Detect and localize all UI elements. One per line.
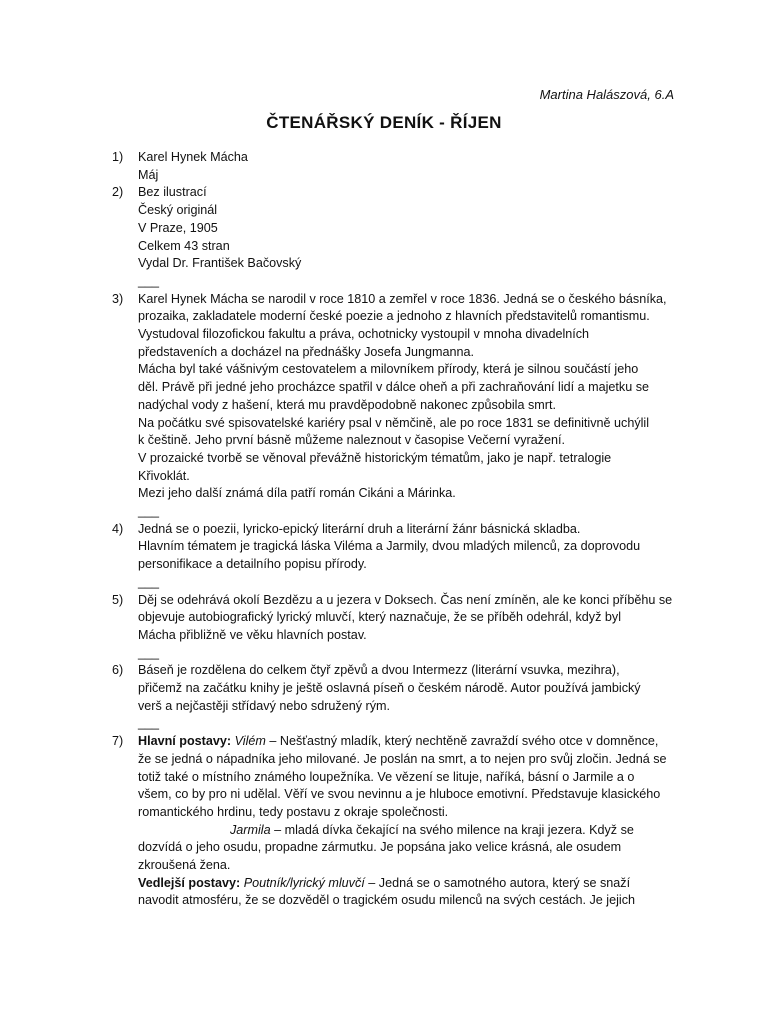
text-line: Křivoklát. <box>138 468 190 483</box>
text-line <box>138 733 678 751</box>
item-number: 1) <box>112 150 124 164</box>
text-line: Vystudoval filozofickou fakultu a práva, ochotnicky vystoupil v mnoha divadelních <box>138 327 590 342</box>
list-item-2 <box>112 184 678 290</box>
list-item-6 <box>112 662 678 733</box>
list-item-3 <box>112 291 678 521</box>
text-line: Mezi jeho další známá díla patří román Cikáni a Márinka. <box>138 486 456 501</box>
text-line: prozaika, zakladatele moderní české poezie a jednoho z hlavních představitelů romantismu. <box>138 309 650 324</box>
separator: ___ <box>138 273 160 288</box>
text-line: navodit atmosféru, že se dozvěděl o tragickém osudu milenců na svých cestách. Je jejich <box>138 893 636 908</box>
item-number: 4) <box>112 521 124 536</box>
separator: ___ <box>138 645 160 660</box>
text-line <box>138 822 678 840</box>
text-line: děl. Právě při jedné jeho procházce spatřil v dálce oheň a při zachraňování lidí a majetku se <box>138 380 650 395</box>
text-line: nadýchal vody z hašení, která mu pravděpodobně nakonec způsobila smrt. <box>138 397 556 412</box>
character-name: Vilém <box>234 734 266 749</box>
text-line: V prozaické tvorbě se věnoval převážně historickým tématům, jako je např. tetralogie <box>138 450 612 465</box>
item-number: 6) <box>112 663 124 678</box>
text-line: Karel Hynek Mácha se narodil v roce 1810 a zemřel v roce 1836. Jedná se o českého básníka, <box>138 291 667 306</box>
character-name: Poutník/lyrický mluvčí <box>243 875 365 890</box>
text-line: že se jedná o nápadníka jeho milované. Je poslán na smrt, a to nejen pro svůj zločin. Jedná se <box>138 751 667 766</box>
list-item-5 <box>112 592 678 663</box>
author-line: Martina Halászová, 6.A <box>539 87 674 102</box>
character-name: Jarmila <box>230 822 271 837</box>
text-line: zkroušená žena. <box>138 858 231 873</box>
text-line: Mácha byl také vášnivým cestovatelem a milovníkem přírody, která je silnou součástí jeho <box>138 362 639 377</box>
text-line: personifikace a detailního popisu přírody. <box>138 557 367 572</box>
text-line: Máj <box>138 167 159 182</box>
separator: ___ <box>138 716 160 731</box>
text-line: přičemž na začátku knihy je ještě oslavná píseň o českém národě. Autor používá jambický <box>138 681 641 696</box>
text-line: dozvídá o jeho osudu, propadne zármutku. Je popsána jako velice krásná, ale osudem <box>138 840 622 855</box>
text-line: Bez ilustrací <box>138 185 207 200</box>
text-line: V Praze, 1905 <box>138 220 218 235</box>
item-number: 2) <box>112 185 124 200</box>
character-description: – mladá dívka čekající na svého milence na kraji jezera. Když se <box>270 822 634 837</box>
numbered-list <box>112 149 678 910</box>
list-item-4 <box>112 521 678 592</box>
text-line: Děj se odehrává okolí Bezdězu a u jezera v Doksech. Čas není zmíněn, ale ke konci příběhu se <box>138 592 673 607</box>
text-line: Jedná se o poezii, lyricko-epický literární druh a literární žánr básnická skladba. <box>138 521 581 536</box>
item-number: 3) <box>112 291 124 306</box>
main-characters-label: Hlavní postavy: <box>138 734 232 749</box>
character-description: – Nešťastný mladík, který nechtěně zavraždí svého otce v domněnce, <box>265 734 659 749</box>
item-number: 5) <box>112 592 124 607</box>
text-line: Na počátku své spisovatelské kariéry psal v němčině, ale po roce 1831 se definitivně uchýlil <box>138 415 650 430</box>
separator: ___ <box>138 574 160 589</box>
text-line: k češtině. Jeho první básně můžeme naleznout v časopise Večerní vyražení. <box>138 433 566 448</box>
text-line: objevuje autobiografický lyrický mluvčí, který naznačuje, že se příběh odehrál, když byl <box>138 610 621 625</box>
page-title: ČTENÁŘSKÝ DENÍK - ŘÍJEN <box>266 113 502 132</box>
text-line: totiž také o místního známého loupežníka. Ve vězení se lituje, naříká, básní o Jarmile a o <box>138 769 635 784</box>
text-line: Mácha přibližně ve věku hlavních postav. <box>138 627 367 642</box>
side-characters-label: Vedlejší postavy: <box>138 875 241 890</box>
separator: ___ <box>138 504 160 519</box>
text-line: Český originál <box>138 203 218 218</box>
text-line: Celkem 43 stran <box>138 238 230 253</box>
character-description: – Jedná se o samotného autora, který se snaží <box>364 875 631 890</box>
text-line <box>138 875 678 893</box>
text-line: Karel Hynek Mácha <box>138 150 248 164</box>
text-line: představeních a docházel na přednášky Josefa Jungmanna. <box>138 344 475 359</box>
text-line: romantického hrdinu, tedy postavu z okraje společnosti. <box>138 804 449 819</box>
text-line: Vydal Dr. František Bačovský <box>138 256 302 271</box>
text-line: Hlavním tématem je tragická láska Viléma a Jarmily, dvou mladých milenců, za doprovodu <box>138 539 641 554</box>
text-line: všem, co by pro ni udělal. Věří ve svou nevinnu a je hluboce emotivní. Představuje klasického <box>138 787 661 802</box>
text-line: verš a nejčastěji střídavý nebo sdružený rým. <box>138 698 390 713</box>
list-item-1 <box>112 149 678 184</box>
text-line: Báseň je rozdělena do celkem čtyř zpěvů a dvou Intermezz (literární vsuvka, mezihra), <box>138 663 620 678</box>
item-number: 7) <box>112 734 124 749</box>
list-item-7 <box>112 733 678 910</box>
